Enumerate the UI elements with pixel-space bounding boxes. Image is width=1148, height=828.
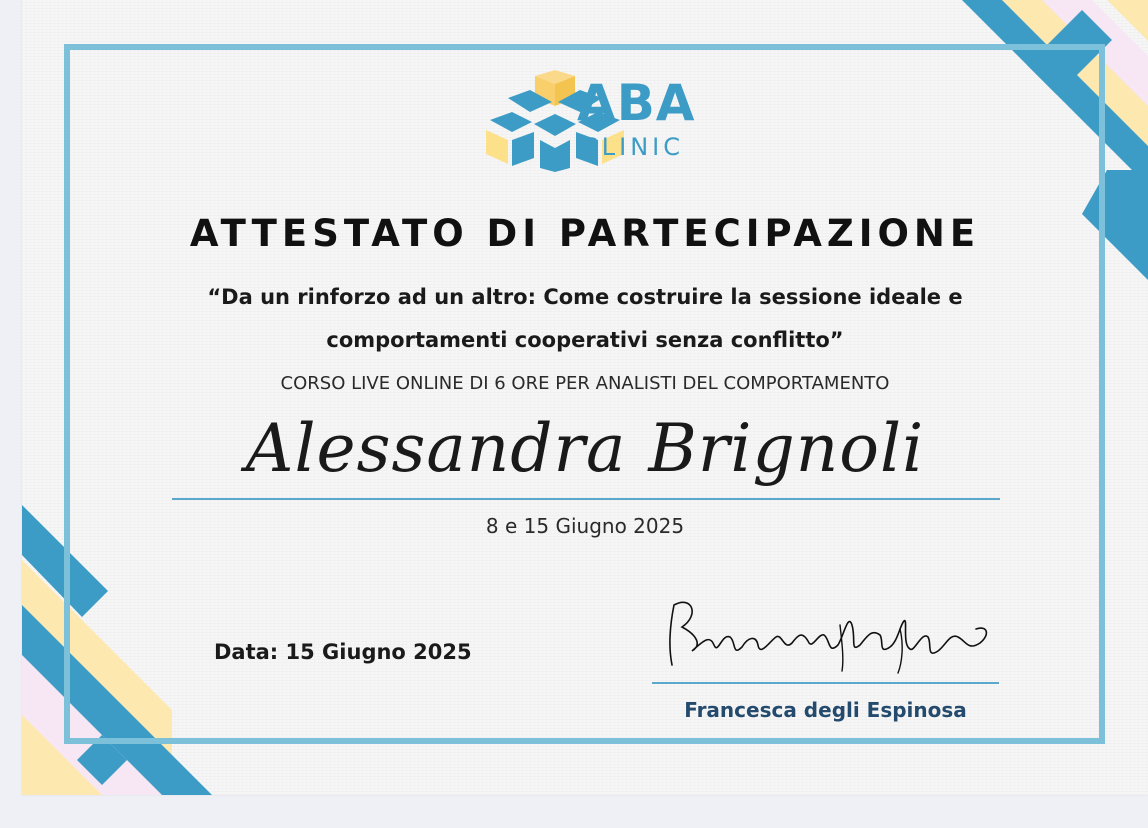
- signer-name: Francesca degli Espinosa: [684, 698, 967, 722]
- issue-date: Data: 15 Giugno 2025: [214, 640, 472, 664]
- brand-subname: CLINIC: [581, 133, 684, 161]
- brand-name: ABA: [577, 74, 696, 132]
- course-title-line-2: comportamenti cooperativi senza conflitto”: [326, 328, 844, 352]
- certificate-sheet: [22, 0, 1148, 795]
- handwritten-signature: [652, 585, 1002, 675]
- certificate-title: ATTESTATO DI PARTECIPAZIONE: [189, 212, 981, 255]
- signature-line: [652, 682, 999, 684]
- event-dates: 8 e 15 Giugno 2025: [485, 514, 685, 538]
- course-title: [152, 276, 1018, 362]
- recipient-underline: [172, 498, 1000, 500]
- course-subtitle: CORSO LIVE ONLINE DI 6 ORE PER ANALISTI DEL COMPORTAMENTO: [280, 373, 890, 394]
- recipient-name: Alessandra Brignoli: [245, 410, 925, 487]
- course-title-line-1: “Da un rinforzo ad un altro: Come costruire la sessione ideale e: [207, 285, 963, 309]
